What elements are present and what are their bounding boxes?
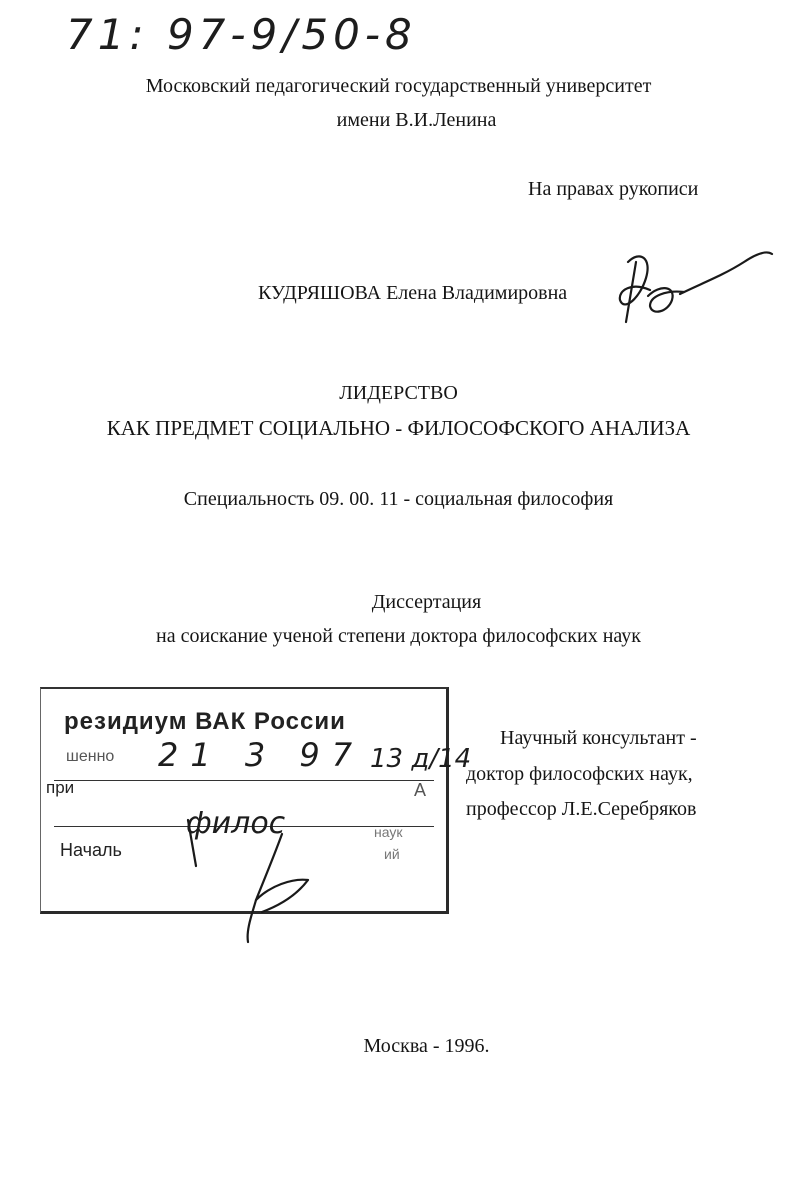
stamp-row3-prefix: Началь [60,840,122,860]
stamp-right-a: А [414,780,427,800]
stamp-row1-prefix: шенно [66,748,115,765]
institution-name: Московский педагогический государственный университет [145,75,652,97]
degree-description: на соискание ученой степени доктора философских наук [156,625,641,647]
manuscript-note: На правах рукописи [528,178,699,200]
specialty: Специальность 09. 00. 11 - социальная философия [183,488,614,510]
stamp-header: резидиум ВАК России [64,708,346,735]
stamp-row2-prefix: при [46,778,75,797]
consultant-degree: доктор философских наук, [466,763,693,785]
stamp-handwritten-date: 21 3 97 [158,736,365,774]
dissertation-title: ЛИДЕРСТВО [339,382,458,404]
stamp-right-nauk: наук [374,824,403,840]
stamp-handwritten-number: 13 д/14 [370,744,472,774]
dissertation-label: Диссертация [371,591,482,613]
stamp-handwritten-note: филос [186,806,286,841]
stamp-right-ii: ий [384,846,400,862]
dissertation-title-line2: КАК ПРЕДМЕТ СОЦИАЛЬНО - ФИЛОСОФСКОГО АНАЛИЗА [106,416,691,440]
city-year: Москва - 1996. [363,1035,490,1057]
institution-name-line2: имени В.И.Ленина [336,109,497,131]
archive-number: 71: 97-9/50-8 [66,10,417,59]
author-name: КУДРЯШОВА Елена Владимировна [258,282,568,304]
consultant-role: Научный консультант - [500,727,697,749]
consultant-name: профессор Л.Е.Серебряков [466,798,697,820]
